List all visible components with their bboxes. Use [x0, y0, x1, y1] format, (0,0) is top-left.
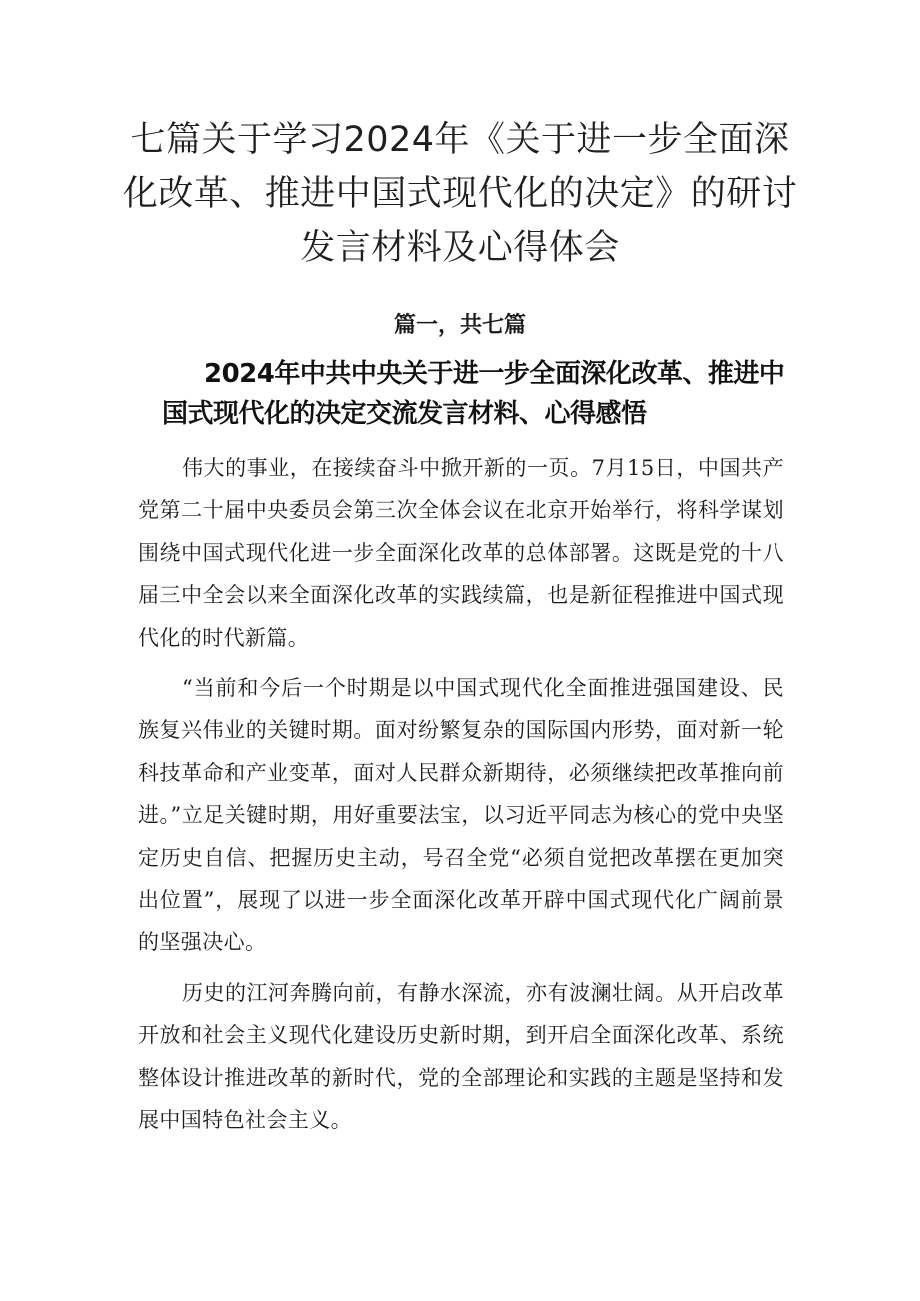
section-label: 篇一，共七篇	[393, 313, 526, 338]
body-paragraph-2: “当前和今后一个时期是以中国式现代化全面推进强国建设、民族复兴伟业的关键时期。面对纷繁复杂的国际国内形势，面对新一轮科技革命和产业变革，面对人民群众新期待，必须继续把改革推向前进。”立足关键时期，用好重要法宝，以习近平同志为核心的党中央坚定历史自信、把握历史主动，号召全党“必须自觉把改革摆在更加突出位置”，展现了以进一步全面深化改革开辟中国式现代化广阔前景的坚强决心。	[138, 676, 784, 955]
document-body	[138, 447, 784, 1150]
article-heading: 2024年中共中央关于进一步全面深化改革、推进中国式现代化的决定交流发言材料、心得感悟	[162, 359, 785, 429]
body-paragraph-1: 伟大的事业，在接续奋斗中掀开新的一页。7月15日，中国共产党第二十届中央委员会第三次全体会议在北京开始举行，将科学谋划围绕中国式现代化进一步全面深化改革的总体部署。这既是党的十八届三中全会以来全面深化改革的实践续篇，也是新征程推进中国式现代化的时代新篇。	[138, 456, 784, 650]
document-title: 七篇关于学习2024年《关于进一步全面深化改革、推进中国式现代化的决定》的研讨发言材料及心得体会	[122, 120, 798, 268]
body-paragraph-3: 历史的江河奔腾向前，有静水深流，亦有波澜壮阔。从开启改革开放和社会主义现代化建设历史新时期，到开启全面深化改革、系统整体设计推进改革的新时代，党的全部理论和实践的主题是坚持和发展中国特色社会主义。	[138, 980, 784, 1133]
